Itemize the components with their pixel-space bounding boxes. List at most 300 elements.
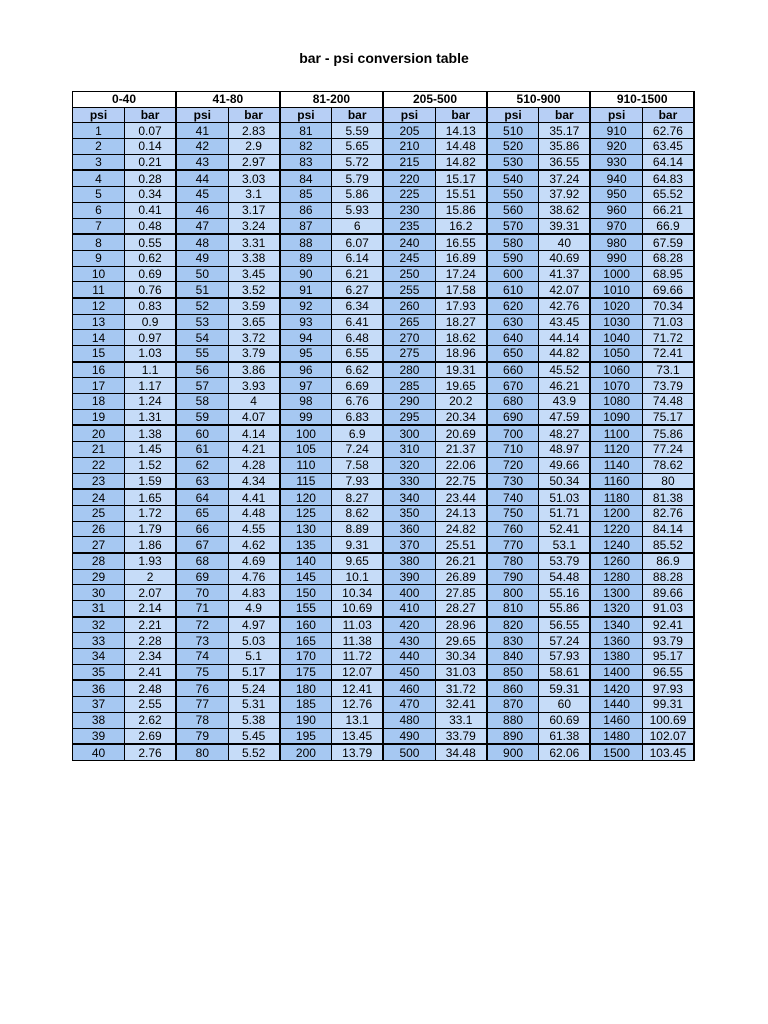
psi-cell: 99 bbox=[280, 409, 332, 425]
bar-cell: 8.89 bbox=[332, 521, 384, 537]
bar-cell: 40 bbox=[539, 234, 591, 250]
table-row bbox=[73, 202, 695, 218]
bar-cell: 18.62 bbox=[435, 330, 487, 346]
bar-cell: 27.85 bbox=[435, 585, 487, 601]
psi-cell: 1320 bbox=[590, 601, 642, 617]
bar-cell: 49.66 bbox=[539, 457, 591, 473]
bar-cell: 22.06 bbox=[435, 457, 487, 473]
bar-cell: 99.31 bbox=[642, 697, 694, 713]
psi-cell: 39 bbox=[73, 728, 125, 744]
psi-cell: 230 bbox=[383, 202, 435, 218]
bar-cell: 20.2 bbox=[435, 394, 487, 410]
bar-cell: 3.52 bbox=[228, 282, 280, 298]
psi-cell: 330 bbox=[383, 473, 435, 489]
table-row bbox=[73, 378, 695, 394]
psi-cell: 86 bbox=[280, 202, 332, 218]
bar-cell: 72.41 bbox=[642, 346, 694, 362]
bar-cell: 3.86 bbox=[228, 362, 280, 378]
psi-cell: 21 bbox=[73, 442, 125, 458]
range-header-row bbox=[73, 92, 695, 108]
bar-cell: 64.14 bbox=[642, 154, 694, 170]
psi-cell: 92 bbox=[280, 298, 332, 314]
psi-cell: 59 bbox=[176, 409, 228, 425]
bar-cell: 6.9 bbox=[332, 425, 384, 441]
bar-cell: 1.93 bbox=[125, 553, 177, 569]
psi-cell: 235 bbox=[383, 218, 435, 234]
psi-cell: 36 bbox=[73, 680, 125, 696]
psi-cell: 35 bbox=[73, 664, 125, 680]
bar-cell: 43.45 bbox=[539, 314, 591, 330]
psi-cell: 89 bbox=[280, 250, 332, 266]
psi-cell: 53 bbox=[176, 314, 228, 330]
bar-cell: 93.79 bbox=[642, 633, 694, 649]
bar-cell: 2.55 bbox=[125, 697, 177, 713]
bar-cell: 5.86 bbox=[332, 187, 384, 203]
psi-cell: 1040 bbox=[590, 330, 642, 346]
psi-cell: 940 bbox=[590, 170, 642, 186]
psi-cell: 1440 bbox=[590, 697, 642, 713]
bar-cell: 11.38 bbox=[332, 633, 384, 649]
bar-cell: 53.1 bbox=[539, 537, 591, 553]
table-row bbox=[73, 187, 695, 203]
psi-cell: 890 bbox=[487, 728, 539, 744]
psi-cell: 16 bbox=[73, 362, 125, 378]
psi-cell: 52 bbox=[176, 298, 228, 314]
bar-cell: 4.07 bbox=[228, 409, 280, 425]
bar-cell: 65.52 bbox=[642, 187, 694, 203]
bar-cell: 2 bbox=[125, 569, 177, 585]
psi-cell: 430 bbox=[383, 633, 435, 649]
bar-cell: 5.45 bbox=[228, 728, 280, 744]
bar-cell: 6 bbox=[332, 218, 384, 234]
bar-cell: 6.83 bbox=[332, 409, 384, 425]
range-header: 0-40 bbox=[73, 92, 177, 108]
psi-column-header: psi bbox=[590, 107, 642, 123]
psi-cell: 1060 bbox=[590, 362, 642, 378]
psi-cell: 170 bbox=[280, 649, 332, 665]
table-row bbox=[73, 298, 695, 314]
psi-cell: 1400 bbox=[590, 664, 642, 680]
psi-cell: 46 bbox=[176, 202, 228, 218]
psi-cell: 720 bbox=[487, 457, 539, 473]
psi-cell: 84 bbox=[280, 170, 332, 186]
psi-cell: 1460 bbox=[590, 712, 642, 728]
bar-cell: 42.07 bbox=[539, 282, 591, 298]
psi-cell: 31 bbox=[73, 601, 125, 617]
bar-cell: 73.1 bbox=[642, 362, 694, 378]
psi-cell: 800 bbox=[487, 585, 539, 601]
bar-cell: 2.07 bbox=[125, 585, 177, 601]
psi-cell: 69 bbox=[176, 569, 228, 585]
psi-cell: 63 bbox=[176, 473, 228, 489]
psi-cell: 930 bbox=[590, 154, 642, 170]
bar-cell: 59.31 bbox=[539, 680, 591, 696]
table-row bbox=[73, 154, 695, 170]
bar-cell: 33.79 bbox=[435, 728, 487, 744]
bar-cell: 6.62 bbox=[332, 362, 384, 378]
bar-column-header: bar bbox=[539, 107, 591, 123]
bar-cell: 35.17 bbox=[539, 123, 591, 139]
psi-cell: 98 bbox=[280, 394, 332, 410]
psi-cell: 56 bbox=[176, 362, 228, 378]
psi-cell: 750 bbox=[487, 505, 539, 521]
bar-cell: 3.24 bbox=[228, 218, 280, 234]
psi-column-header: psi bbox=[487, 107, 539, 123]
bar-cell: 11.03 bbox=[332, 617, 384, 633]
bar-cell: 66.21 bbox=[642, 202, 694, 218]
psi-cell: 910 bbox=[590, 123, 642, 139]
bar-cell: 4.62 bbox=[228, 537, 280, 553]
psi-cell: 68 bbox=[176, 553, 228, 569]
table-row bbox=[73, 442, 695, 458]
psi-cell: 60 bbox=[176, 425, 228, 441]
bar-cell: 61.38 bbox=[539, 728, 591, 744]
page-title: bar - psi conversion table bbox=[299, 50, 469, 66]
psi-cell: 1120 bbox=[590, 442, 642, 458]
table-row bbox=[73, 346, 695, 362]
bar-cell: 2.76 bbox=[125, 744, 177, 760]
table-row bbox=[73, 123, 695, 139]
psi-cell: 22 bbox=[73, 457, 125, 473]
bar-cell: 5.1 bbox=[228, 649, 280, 665]
psi-cell: 13 bbox=[73, 314, 125, 330]
bar-cell: 86.9 bbox=[642, 553, 694, 569]
unit-header-row bbox=[73, 107, 695, 123]
psi-cell: 115 bbox=[280, 473, 332, 489]
bar-cell: 7.58 bbox=[332, 457, 384, 473]
psi-cell: 1280 bbox=[590, 569, 642, 585]
psi-cell: 1260 bbox=[590, 553, 642, 569]
bar-cell: 17.24 bbox=[435, 266, 487, 282]
psi-cell: 33 bbox=[73, 633, 125, 649]
bar-cell: 2.48 bbox=[125, 680, 177, 696]
psi-cell: 1420 bbox=[590, 680, 642, 696]
psi-cell: 175 bbox=[280, 664, 332, 680]
psi-cell: 880 bbox=[487, 712, 539, 728]
bar-cell: 4.9 bbox=[228, 601, 280, 617]
bar-cell: 13.1 bbox=[332, 712, 384, 728]
bar-cell: 69.66 bbox=[642, 282, 694, 298]
bar-cell: 1.79 bbox=[125, 521, 177, 537]
psi-cell: 850 bbox=[487, 664, 539, 680]
psi-cell: 560 bbox=[487, 202, 539, 218]
psi-cell: 1200 bbox=[590, 505, 642, 521]
psi-cell: 1090 bbox=[590, 409, 642, 425]
bar-cell: 32.41 bbox=[435, 697, 487, 713]
bar-cell: 97.93 bbox=[642, 680, 694, 696]
psi-cell: 1300 bbox=[590, 585, 642, 601]
bar-cell: 12.41 bbox=[332, 680, 384, 696]
psi-cell: 40 bbox=[73, 744, 125, 760]
bar-cell: 71.72 bbox=[642, 330, 694, 346]
psi-cell: 205 bbox=[383, 123, 435, 139]
psi-cell: 43 bbox=[176, 154, 228, 170]
bar-cell: 14.82 bbox=[435, 154, 487, 170]
psi-cell: 370 bbox=[383, 537, 435, 553]
bar-cell: 6.76 bbox=[332, 394, 384, 410]
bar-cell: 82.76 bbox=[642, 505, 694, 521]
psi-cell: 26 bbox=[73, 521, 125, 537]
bar-cell: 2.34 bbox=[125, 649, 177, 665]
bar-cell: 1.1 bbox=[125, 362, 177, 378]
bar-cell: 85.52 bbox=[642, 537, 694, 553]
bar-cell: 54.48 bbox=[539, 569, 591, 585]
psi-cell: 79 bbox=[176, 728, 228, 744]
psi-cell: 210 bbox=[383, 139, 435, 155]
psi-cell: 400 bbox=[383, 585, 435, 601]
bar-cell: 0.55 bbox=[125, 234, 177, 250]
bar-cell: 56.55 bbox=[539, 617, 591, 633]
psi-cell: 145 bbox=[280, 569, 332, 585]
psi-cell: 300 bbox=[383, 425, 435, 441]
psi-column-header: psi bbox=[73, 107, 125, 123]
psi-cell: 38 bbox=[73, 712, 125, 728]
psi-cell: 220 bbox=[383, 170, 435, 186]
bar-cell: 26.21 bbox=[435, 553, 487, 569]
psi-cell: 19 bbox=[73, 409, 125, 425]
psi-cell: 215 bbox=[383, 154, 435, 170]
psi-cell: 61 bbox=[176, 442, 228, 458]
bar-cell: 17.93 bbox=[435, 298, 487, 314]
table-row bbox=[73, 457, 695, 473]
psi-cell: 48 bbox=[176, 234, 228, 250]
psi-cell: 5 bbox=[73, 187, 125, 203]
psi-cell: 185 bbox=[280, 697, 332, 713]
bar-cell: 100.69 bbox=[642, 712, 694, 728]
psi-cell: 990 bbox=[590, 250, 642, 266]
bar-cell: 3.45 bbox=[228, 266, 280, 282]
psi-cell: 91 bbox=[280, 282, 332, 298]
bar-cell: 0.28 bbox=[125, 170, 177, 186]
bar-cell: 33.1 bbox=[435, 712, 487, 728]
table-row bbox=[73, 664, 695, 680]
table-row bbox=[73, 266, 695, 282]
psi-cell: 920 bbox=[590, 139, 642, 155]
bar-cell: 48.97 bbox=[539, 442, 591, 458]
bar-cell: 4.14 bbox=[228, 425, 280, 441]
bar-cell: 5.52 bbox=[228, 744, 280, 760]
bar-cell: 96.55 bbox=[642, 664, 694, 680]
psi-cell: 410 bbox=[383, 601, 435, 617]
range-header: 510-900 bbox=[487, 92, 591, 108]
bar-cell: 6.07 bbox=[332, 234, 384, 250]
bar-cell: 4.21 bbox=[228, 442, 280, 458]
bar-cell: 5.59 bbox=[332, 123, 384, 139]
psi-cell: 29 bbox=[73, 569, 125, 585]
bar-cell: 23.44 bbox=[435, 489, 487, 505]
psi-cell: 94 bbox=[280, 330, 332, 346]
bar-cell: 64.83 bbox=[642, 170, 694, 186]
bar-cell: 5.31 bbox=[228, 697, 280, 713]
bar-column-header: bar bbox=[125, 107, 177, 123]
bar-cell: 6.41 bbox=[332, 314, 384, 330]
psi-cell: 23 bbox=[73, 473, 125, 489]
bar-cell: 55.16 bbox=[539, 585, 591, 601]
psi-cell: 380 bbox=[383, 553, 435, 569]
bar-cell: 16.2 bbox=[435, 218, 487, 234]
table-row bbox=[73, 314, 695, 330]
bar-cell: 11.72 bbox=[332, 649, 384, 665]
psi-cell: 155 bbox=[280, 601, 332, 617]
psi-cell: 82 bbox=[280, 139, 332, 155]
psi-cell: 77 bbox=[176, 697, 228, 713]
bar-cell: 34.48 bbox=[435, 744, 487, 760]
table-row bbox=[73, 553, 695, 569]
psi-cell: 70 bbox=[176, 585, 228, 601]
psi-cell: 550 bbox=[487, 187, 539, 203]
psi-cell: 18 bbox=[73, 394, 125, 410]
table-row bbox=[73, 394, 695, 410]
psi-column-header: psi bbox=[383, 107, 435, 123]
bar-cell: 45.52 bbox=[539, 362, 591, 378]
psi-cell: 780 bbox=[487, 553, 539, 569]
psi-cell: 810 bbox=[487, 601, 539, 617]
psi-cell: 67 bbox=[176, 537, 228, 553]
bar-cell: 28.27 bbox=[435, 601, 487, 617]
psi-cell: 1100 bbox=[590, 425, 642, 441]
bar-cell: 63.45 bbox=[642, 139, 694, 155]
bar-cell: 38.62 bbox=[539, 202, 591, 218]
table-row bbox=[73, 697, 695, 713]
table-row bbox=[73, 728, 695, 744]
bar-cell: 48.27 bbox=[539, 425, 591, 441]
psi-cell: 1070 bbox=[590, 378, 642, 394]
bar-cell: 5.72 bbox=[332, 154, 384, 170]
bar-cell: 17.58 bbox=[435, 282, 487, 298]
psi-cell: 71 bbox=[176, 601, 228, 617]
table-row bbox=[73, 282, 695, 298]
bar-cell: 89.66 bbox=[642, 585, 694, 601]
bar-cell: 50.34 bbox=[539, 473, 591, 489]
bar-cell: 10.34 bbox=[332, 585, 384, 601]
bar-cell: 74.48 bbox=[642, 394, 694, 410]
bar-cell: 9.31 bbox=[332, 537, 384, 553]
bar-cell: 6.69 bbox=[332, 378, 384, 394]
table-row bbox=[73, 617, 695, 633]
psi-cell: 78 bbox=[176, 712, 228, 728]
bar-cell: 13.79 bbox=[332, 744, 384, 760]
bar-cell: 0.41 bbox=[125, 202, 177, 218]
bar-cell: 51.71 bbox=[539, 505, 591, 521]
range-header: 81-200 bbox=[280, 92, 384, 108]
psi-cell: 72 bbox=[176, 617, 228, 633]
psi-cell: 255 bbox=[383, 282, 435, 298]
bar-cell: 46.21 bbox=[539, 378, 591, 394]
bar-cell: 19.65 bbox=[435, 378, 487, 394]
bar-cell: 8.62 bbox=[332, 505, 384, 521]
table-row bbox=[73, 521, 695, 537]
psi-cell: 64 bbox=[176, 489, 228, 505]
bar-cell: 1.86 bbox=[125, 537, 177, 553]
bar-cell: 4 bbox=[228, 394, 280, 410]
bar-cell: 2.83 bbox=[228, 123, 280, 139]
psi-cell: 95 bbox=[280, 346, 332, 362]
bar-cell: 36.55 bbox=[539, 154, 591, 170]
psi-cell: 1180 bbox=[590, 489, 642, 505]
table-row bbox=[73, 218, 695, 234]
bar-cell: 4.69 bbox=[228, 553, 280, 569]
psi-cell: 6 bbox=[73, 202, 125, 218]
bar-cell: 35.86 bbox=[539, 139, 591, 155]
psi-cell: 51 bbox=[176, 282, 228, 298]
bar-cell: 2.41 bbox=[125, 664, 177, 680]
bar-cell: 31.72 bbox=[435, 680, 487, 696]
psi-cell: 20 bbox=[73, 425, 125, 441]
bar-column-header: bar bbox=[642, 107, 694, 123]
bar-cell: 9.65 bbox=[332, 553, 384, 569]
bar-cell: 19.31 bbox=[435, 362, 487, 378]
bar-cell: 53.79 bbox=[539, 553, 591, 569]
bar-cell: 3.65 bbox=[228, 314, 280, 330]
bar-cell: 44.14 bbox=[539, 330, 591, 346]
bar-cell: 4.55 bbox=[228, 521, 280, 537]
bar-cell: 92.41 bbox=[642, 617, 694, 633]
table-row bbox=[73, 585, 695, 601]
psi-cell: 2 bbox=[73, 139, 125, 155]
bar-cell: 18.27 bbox=[435, 314, 487, 330]
bar-cell: 75.86 bbox=[642, 425, 694, 441]
psi-cell: 130 bbox=[280, 521, 332, 537]
psi-cell: 740 bbox=[487, 489, 539, 505]
psi-cell: 620 bbox=[487, 298, 539, 314]
bar-cell: 95.17 bbox=[642, 649, 694, 665]
bar-cell: 6.48 bbox=[332, 330, 384, 346]
psi-cell: 260 bbox=[383, 298, 435, 314]
table-row bbox=[73, 409, 695, 425]
psi-column-header: psi bbox=[176, 107, 228, 123]
psi-cell: 980 bbox=[590, 234, 642, 250]
table-row bbox=[73, 234, 695, 250]
psi-cell: 49 bbox=[176, 250, 228, 266]
psi-cell: 160 bbox=[280, 617, 332, 633]
bar-cell: 58.61 bbox=[539, 664, 591, 680]
bar-cell: 1.72 bbox=[125, 505, 177, 521]
bar-cell: 1.52 bbox=[125, 457, 177, 473]
psi-cell: 93 bbox=[280, 314, 332, 330]
psi-cell: 285 bbox=[383, 378, 435, 394]
psi-cell: 790 bbox=[487, 569, 539, 585]
range-header: 910-1500 bbox=[590, 92, 694, 108]
psi-cell: 580 bbox=[487, 234, 539, 250]
psi-cell: 1160 bbox=[590, 473, 642, 489]
psi-cell: 710 bbox=[487, 442, 539, 458]
psi-cell: 32 bbox=[73, 617, 125, 633]
psi-cell: 25 bbox=[73, 505, 125, 521]
psi-cell: 47 bbox=[176, 218, 228, 234]
bar-cell: 6.34 bbox=[332, 298, 384, 314]
psi-cell: 610 bbox=[487, 282, 539, 298]
bar-cell: 0.21 bbox=[125, 154, 177, 170]
psi-cell: 240 bbox=[383, 234, 435, 250]
psi-cell: 66 bbox=[176, 521, 228, 537]
psi-cell: 500 bbox=[383, 744, 435, 760]
psi-cell: 1010 bbox=[590, 282, 642, 298]
psi-cell: 54 bbox=[176, 330, 228, 346]
bar-cell: 0.83 bbox=[125, 298, 177, 314]
bar-cell: 29.65 bbox=[435, 633, 487, 649]
bar-cell: 14.48 bbox=[435, 139, 487, 155]
psi-cell: 9 bbox=[73, 250, 125, 266]
bar-cell: 66.9 bbox=[642, 218, 694, 234]
bar-cell: 12.76 bbox=[332, 697, 384, 713]
range-header: 41-80 bbox=[176, 92, 280, 108]
table-row bbox=[73, 649, 695, 665]
bar-cell: 0.48 bbox=[125, 218, 177, 234]
bar-cell: 15.17 bbox=[435, 170, 487, 186]
bar-cell: 2.97 bbox=[228, 154, 280, 170]
bar-cell: 1.65 bbox=[125, 489, 177, 505]
psi-cell: 96 bbox=[280, 362, 332, 378]
